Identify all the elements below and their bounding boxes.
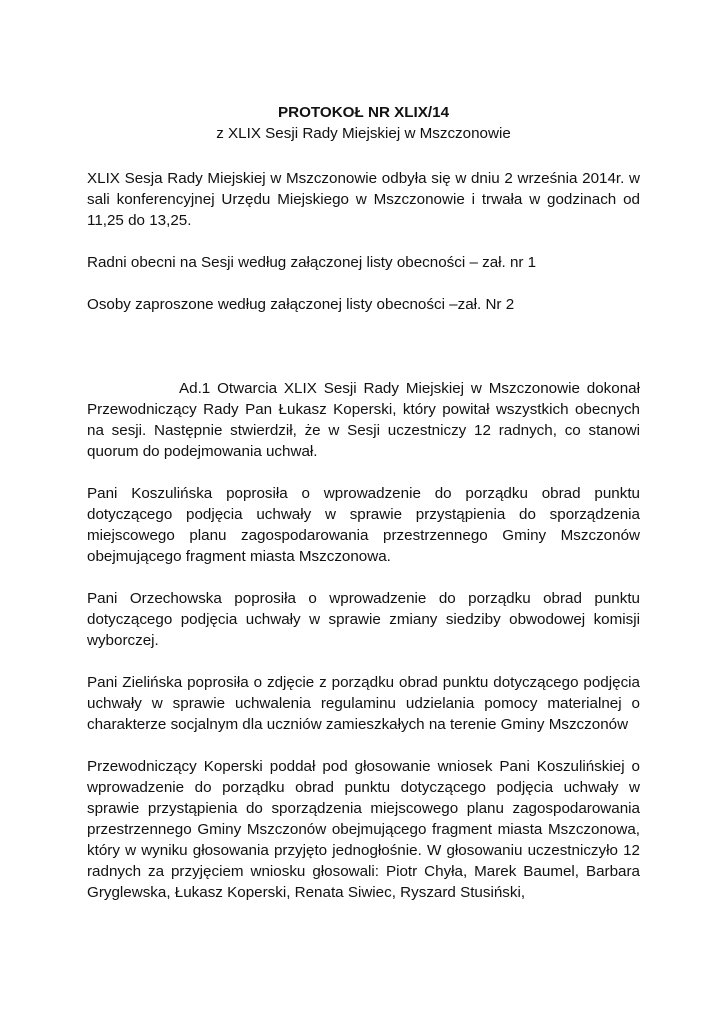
paragraph-zielinska-request: Pani Zielińska poprosiła o zdjęcie z porządku obrad punktu dotyczącego podjęcia uchwały w sprawie uchwalenia regulaminu udzielania pomocy materialnej o charakterze socjalnym dla uczniów zamieszkałych na terenie Gminy Mszczonów [87,674,640,733]
paragraph-vote-koszulinska: Przewodniczący Koperski poddał pod głosowanie wniosek Pani Koszulińskiej o wprowadzenie do porządku obrad punktu dotyczącego podjęcia uchwały w sprawie przystąpienia do sporządzenia miejscowego planu zagospodarowania przestrzennego Gminy Mszczonów obejmującego fragment miasta Mszczonowa, który w wyniku głosowania przyjęto jednogłośnie. W głosowaniu uczestniczyło 12 radnych za przyjęciem wniosku głosowali: Piotr Chyła, Marek Baumel, Barbara Gryglewska, Łukasz Koperski, Renata Siwiec, Ryszard Stusiński, [87,758,640,901]
paragraph-session-info: XLIX Sesja Rady Miejskiej w Mszczonowie odbyła się w dniu 2 września 2014r. w sali konferencyjnej Urzędu Miejskiego w Mszczonowie i trwała w godzinach od 11,25 do 13,25. [87,170,640,229]
paragraph-ad1-opening: Ad.1 Otwarcia XLIX Sesji Rady Miejskiej w Mszczonowie dokonał Przewodniczący Rady Pan Łukasz Koperski, który powitał wszystkich obecnych na sesji. Następnie stwierdził, że w Sesji uczestniczy 12 radnych, co stanowi quorum do podejmowania uchwał. [87,380,640,460]
document-title: PROTOKOŁ NR XLIX/14 [277,104,450,121]
paragraph-councillors-present: Radni obecni na Sesji według załączonej listy obecności – zał. nr 1 [87,254,537,271]
paragraph-orzechowska-request: Pani Orzechowska poprosiła o wprowadzenie do porządku obrad punktu dotyczącego podjęcia uchwały w sprawie zmiany siedziby obwodowej komisji wyborczej. [87,590,640,649]
spacer [87,336,640,378]
document-body [87,102,640,924]
paragraph-koszulinska-request: Pani Koszulińska poprosiła o wprowadzenie do porządku obrad punktu dotyczącego podjęcia uchwały w sprawie przystąpienia do sporządzenia miejscowego planu zagospodarowania przestrzennego Gminy Mszczonów obejmującego fragment miasta Mszczonowa. [87,485,640,565]
document-subtitle: z XLIX Sesji Rady Miejskiej w Mszczonowie [216,125,511,142]
paragraph-invited-persons: Osoby zaproszone według załączonej listy obecności –zał. Nr 2 [87,296,515,313]
